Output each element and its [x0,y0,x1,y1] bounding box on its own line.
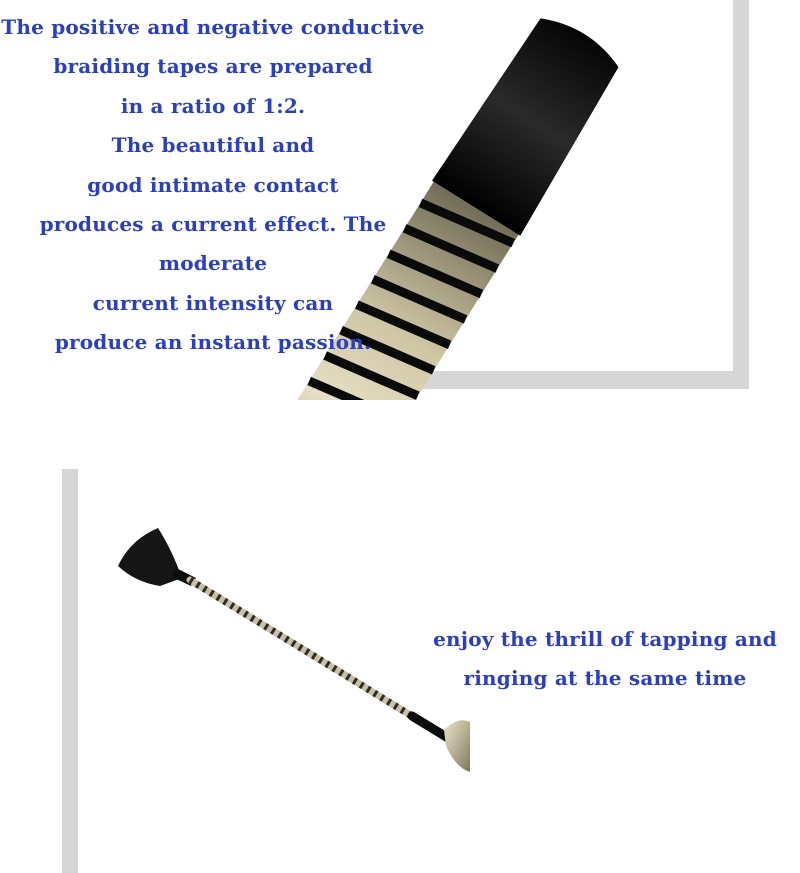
tagline-line: enjoy the thrill of tapping and [433,627,777,651]
description-line: braiding tapes are prepared [53,54,373,79]
description-line: produce an instant passion. [54,330,372,355]
product-tagline [430,620,780,699]
description-line: moderate [158,251,268,276]
product-closeup-section [0,0,800,400]
product-full-section [0,400,800,873]
description-line: The positive and negative conductive [1,15,425,39]
product-description [0,8,426,363]
description-line: The beautiful and [111,133,315,158]
description-line: produces a current effect. The [39,211,387,236]
description-line: current intensity can [92,290,334,315]
tagline-line: ringing at the same time [463,666,747,691]
description-line: in a ratio of 1:2. [120,93,306,118]
description-line: good intimate contact [87,172,339,197]
